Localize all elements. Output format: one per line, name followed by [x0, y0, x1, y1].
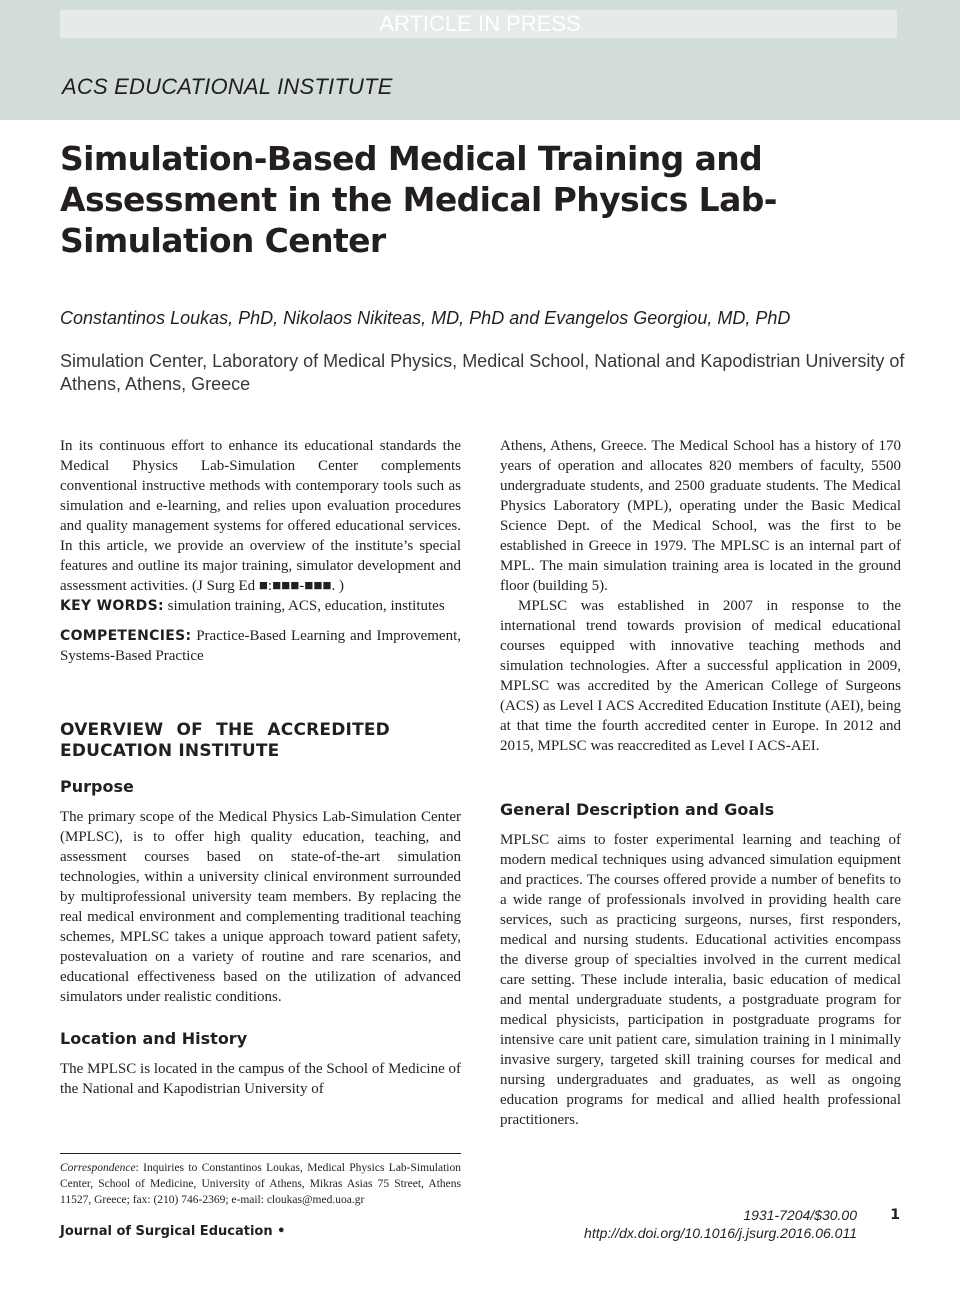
article-in-press-label: ARTICLE IN PRESS — [379, 11, 581, 36]
goals-paragraph: MPLSC aims to foster experimental learning and teaching of modern medical techniques using advanced simulation equipment and practices. The courses offered provide a number of benefits to a wide range of professionals involved in providing health care services, such as practicing surgeons, nurses, first responders, medical and nursing students. Educational activities encompass the diverse group of specialties involved in the current medical care setting. These include interalia, basic education of medical and mental undergraduate students, a postgraduate program for medical physicists, participation in postgraduate programs for intensive care unit patient care, simulation training in l minimally invasive surgery, targeted skill training courses for medical and nursing undergraduates and graduates, as well as ongoing education programs for medical and allied health professional practitioners. — [500, 832, 901, 1128]
subheading-purpose: Purpose — [60, 777, 134, 796]
footnote-divider — [60, 1153, 461, 1154]
competencies — [60, 626, 461, 666]
history-paragraph: MPLSC was established in 2007 in response to the international trend towards provision of medical educational courses equipped with innovative teaching methods and simulation technologies. After a successful application in 2009, MPLSC was accredited by the American College of Surgeons (ACS) as Level I ACS Accredited Education Institute (AEI), being at that time the fourth accredited center in Europe. In 2012 and 2015, MPLSC was reaccredited as Level I ACS-AEI. — [500, 598, 901, 754]
location-paragraph-continued: Athens, Athens, Greece. The Medical School has a history of 170 years of operation and allocates 820 members of faculty, 5500 undergraduate students, and 2500 graduate students. The Medical Physics Laboratory (MPL), operating under the Basic Medical Science Dept. of the Medical School, was the first to be established in Greece in 1979. The MPLSC is an internal part of MPL. The main simulation training area is located in the ground floor (building 5). — [500, 438, 901, 594]
right-column — [500, 436, 901, 1130]
journal-name: Journal of Surgical Education • — [60, 1224, 286, 1239]
section-label: ACS EDUCATIONAL INSTITUTE — [62, 74, 393, 99]
subheading-goals: General Description and Goals — [500, 800, 775, 819]
competencies-label: COMPETENCIES: — [60, 628, 192, 644]
abstract-text: In its continuous effort to enhance its educational standards the Medical Physics Lab-Simulation Center complements conventional instructive methods with contemporary tools such as simulation and e-learning, and relies upon evaluation procedures and quality management systems for offered educational services. In this article, we provide an overview of the institute’s special features and outline its major training, simulator development and assessment activities. (J Surg Ed ■:■■■-■■■. ) — [60, 438, 461, 594]
subheading-location: Location and History — [60, 1029, 248, 1048]
correspondence-label: Correspondence — [60, 1162, 136, 1174]
correspondence-footnote — [60, 1160, 461, 1208]
left-column — [60, 436, 461, 1099]
author-list: Constantinos Loukas, PhD, Nikolaos Nikiteas, MD, PhD and Evangelos Georgiou, MD, PhD — [60, 308, 791, 328]
section-heading-overview: OVERVIEW OF THE ACCREDITED EDUCATION INSTITUTE — [60, 720, 390, 761]
keywords-value: simulation training, ACS, education, institutes — [167, 598, 445, 614]
article-title: Simulation-Based Medical Training and Assessment in the Medical Physics Lab-Simulation Center — [60, 139, 777, 260]
purpose-paragraph: The primary scope of the Medical Physics Lab-Simulation Center (MPLSC), is to offer high quality education, teaching, and assessment courses based on state-of-the-art simulation technologies, within a university clinical environment surrounded by multiprofessional university team members. By replacing the real medical environment and complementing traditional teaching schemes, MPLSC takes a unique approach toward patient safety, postevaluation on a variety of routine and rare scenarios, and educational effectiveness based on the utilization of advanced simulators under realistic conditions. — [60, 809, 461, 1005]
location-paragraph-start: The MPLSC is located in the campus of the School of Medicine of the National and Kapodistrian University of — [60, 1061, 461, 1097]
correspondence-text: : Inquiries to Constantinos Loukas, Medical Physics Lab-Simulation Center, School of Medicine, University of Athens, Mikras Asias 75 Street, Athens 11527, Greece; fax: (210) 746-2369; e-mail: cloukas@med.uoa.gr — [60, 1162, 461, 1206]
keywords-label: KEY WORDS: — [60, 598, 164, 614]
issn-price: 1931-7204/$30.00 — [743, 1207, 857, 1223]
page-number: 1 — [890, 1207, 900, 1223]
affiliation: Simulation Center, Laboratory of Medical Physics, Medical School, National and Kapodistrian University of Athens, Athens, Greece — [60, 351, 905, 394]
doi-link[interactable]: http://dx.doi.org/10.1016/j.jsurg.2016.06.011 — [584, 1225, 857, 1241]
keywords — [60, 596, 461, 616]
competencies-value: Practice-Based Learning and Improvement, Systems-Based Practice — [60, 628, 462, 664]
